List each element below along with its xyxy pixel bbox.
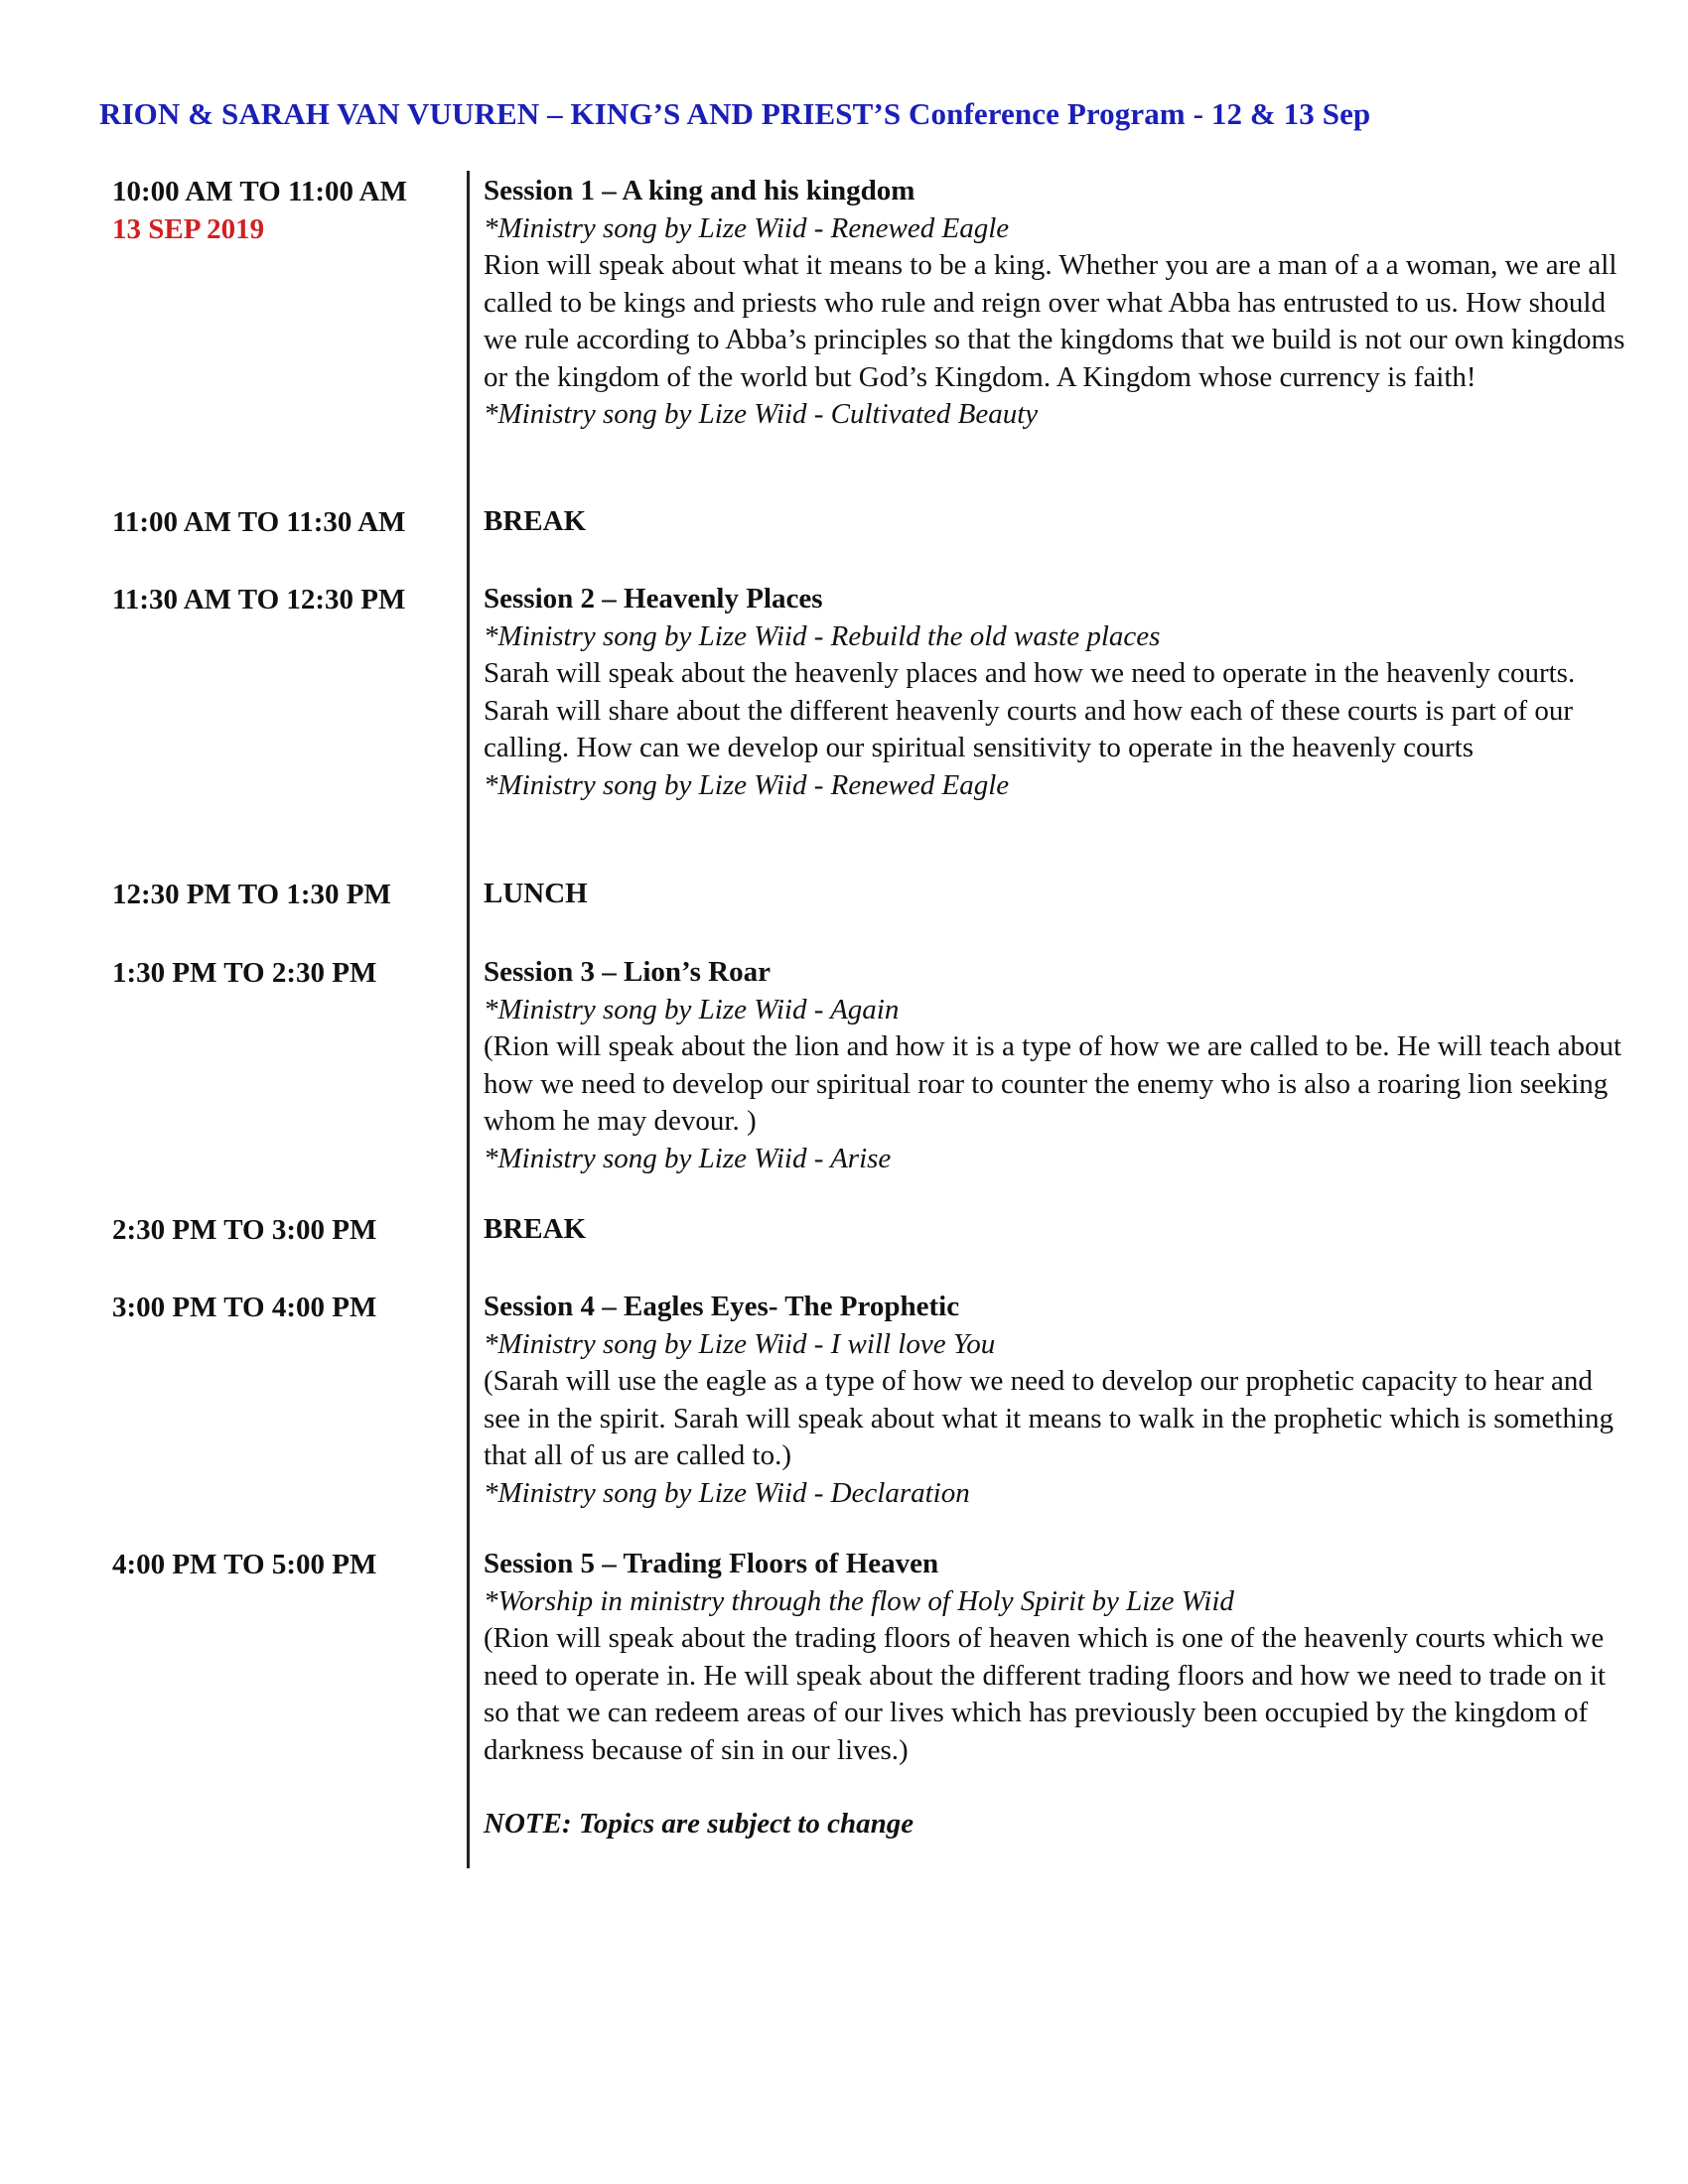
event-date: 13 SEP 2019 [112, 213, 265, 245]
ministry-song: *Ministry song by Lize Wiid - Renewed Eagle [484, 768, 1010, 801]
ministry-song: *Ministry song by Lize Wiid - Arise [484, 1142, 892, 1174]
session-description: (Sarah will use the eagle as a type of how we need to develop our prophetic capacity to hear and see in the spirit. Sarah will speak about what it means to walk in the prophetic which is something that all of us are called to.) [484, 1365, 1615, 1471]
ministry-song: *Ministry song by Lize Wiid - Again [484, 993, 900, 1025]
session-content [484, 954, 1625, 1177]
time-range: 3:00 PM TO 4:00 PM [112, 1292, 377, 1323]
time-range: 10:00 AM TO 11:00 AM [112, 176, 407, 207]
session-content [484, 1289, 1625, 1512]
time-range: 11:30 AM TO 12:30 PM [112, 584, 406, 615]
session-description: (Rion will speak about the lion and how it is a type of how we are called to be. He will teach about how we need to develop our spiritual roar to counter the enemy who is also a roaring lion seeking whom he may devour. ) [484, 1030, 1621, 1137]
time-range: 11:00 AM TO 11:30 AM [112, 506, 406, 538]
topics-note: NOTE: Topics are subject to change [484, 1808, 914, 1840]
worship-note: *Worship in ministry through the flow of Holy Spirit by Lize Wiid [484, 1584, 1234, 1617]
ministry-song: *Ministry song by Lize Wiid - I will love You [484, 1327, 996, 1360]
session-title: Session 1 – A king and his kingdom [484, 175, 915, 206]
session-title: Session 2 – Heavenly Places [484, 583, 823, 614]
session-title: Session 4 – Eagles Eyes- The Prophetic [484, 1291, 960, 1322]
break-label: BREAK [484, 1213, 587, 1245]
ministry-song: *Ministry song by Lize Wiid - Rebuild the old waste places [484, 619, 1161, 652]
session-content [484, 1546, 1625, 1843]
lunch-content [484, 876, 1625, 913]
ministry-song: *Ministry song by Lize Wiid - Renewed Eagle [484, 211, 1010, 244]
lunch-label: LUNCH [484, 878, 588, 909]
ministry-song: *Ministry song by Lize Wiid - Cultivated Beauty [484, 398, 1039, 430]
session-description: Sarah will speak about the heavenly places and how we need to operate in the heavenly courts. Sarah will share about the different heavenly courts and how each of these courts is part of our calling. How can we develop our spiritual sensitivity to operate in the heavenly courts [484, 657, 1576, 763]
break-content [484, 503, 1625, 541]
time-range: 2:30 PM TO 3:00 PM [112, 1214, 377, 1246]
column-divider [467, 171, 470, 1868]
session-description: (Rion will speak about the trading floors of heaven which is one of the heavenly courts which we need to operate in. He will speak about the different trading floors and how we need to trade on it so that we can redeem areas of our lives which has previously been occupied by the kingdom of darkness because of sin in our lives.) [484, 1622, 1607, 1766]
time-slot [112, 173, 460, 248]
ministry-song: *Ministry song by Lize Wiid - Declaration [484, 1476, 970, 1509]
time-range: 4:00 PM TO 5:00 PM [112, 1549, 377, 1580]
session-content [484, 581, 1625, 804]
session-content [484, 173, 1625, 434]
break-label: BREAK [484, 505, 587, 537]
time-range: 1:30 PM TO 2:30 PM [112, 957, 377, 989]
break-content [484, 1211, 1625, 1249]
session-title: Session 5 – Trading Floors of Heaven [484, 1548, 939, 1579]
session-description: Rion will speak about what it means to be a king. Whether you are a man of a a woman, we are all called to be kings and priests who rule and reign over what Abba has entrusted to us. How should we rule according to Abba’s principles so that the kingdoms that we build is not our own kingdoms or the kingdom of the world but God’s Kingdom. A Kingdom whose currency is faith! [484, 249, 1625, 393]
time-range: 12:30 PM TO 1:30 PM [112, 879, 391, 910]
program-title: RION & SARAH VAN VUUREN – KING’S AND PRIEST’S Conference Program - 12 & 13 Sep [99, 96, 1371, 131]
session-title: Session 3 – Lion’s Roar [484, 956, 771, 988]
